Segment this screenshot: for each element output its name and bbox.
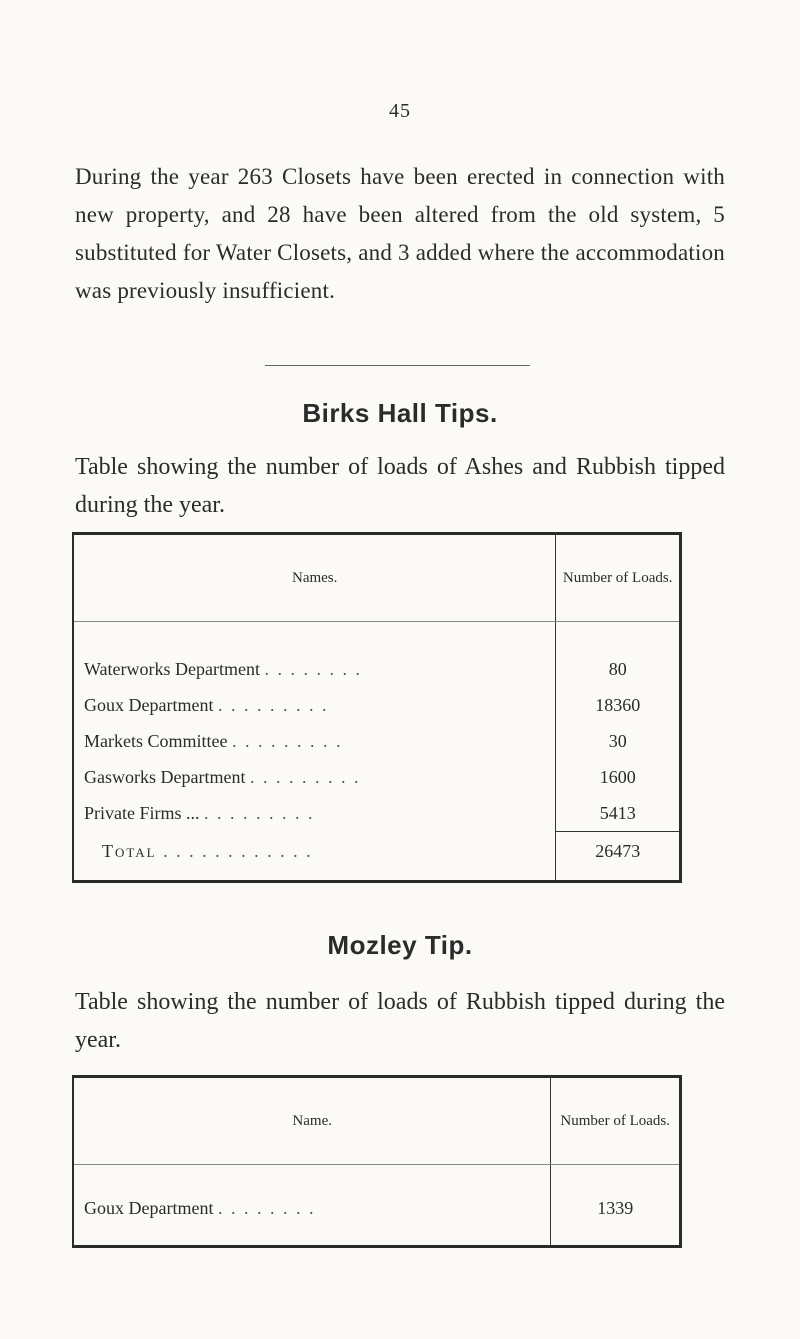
page-number: 45 xyxy=(389,100,411,122)
table-row xyxy=(73,652,681,688)
row-name: Goux Department xyxy=(84,1198,214,1218)
row-name: Goux Department xyxy=(84,695,214,715)
dot-leader: . . . . . . . . . . . . xyxy=(163,841,313,861)
row-loads: 1339 xyxy=(597,1198,634,1218)
row-loads: 5413 xyxy=(599,802,636,823)
table-row xyxy=(73,1191,681,1227)
total-row xyxy=(73,832,681,872)
row-name: Markets Committee xyxy=(84,731,228,751)
table-row xyxy=(73,796,681,832)
mozley-tip-title: Mozley Tip. xyxy=(327,930,473,960)
table-row xyxy=(73,760,681,796)
name-header: Name. xyxy=(73,1077,551,1165)
birks-hall-caption: Table showing the number of loads of Ashes and Rubbish tipped during the year. xyxy=(75,454,725,518)
row-loads: 18360 xyxy=(595,695,641,715)
dot-leader: . . . . . . . . . xyxy=(217,695,329,715)
dot-leader: . . . . . . . . xyxy=(264,659,362,679)
loads-header: Number of Loads. xyxy=(551,1077,681,1165)
dot-leader: . . . . . . . . . xyxy=(249,767,361,787)
table-row xyxy=(73,688,681,724)
mozley-tip-caption: Table showing the number of loads of Rubbish tipped during the year. xyxy=(75,989,725,1053)
table-row xyxy=(73,724,681,760)
birks-hall-table xyxy=(72,532,682,883)
row-name: Gasworks Department xyxy=(84,767,246,787)
dot-leader: . . . . . . . . xyxy=(217,1198,316,1218)
section-divider xyxy=(265,365,530,366)
row-name: Waterworks Department xyxy=(84,659,260,679)
birks-hall-title: Birks Hall Tips. xyxy=(302,398,498,428)
row-loads: 30 xyxy=(608,731,627,751)
dot-leader: . . . . . . . . . xyxy=(204,803,315,823)
loads-header: Number of Loads. xyxy=(556,534,681,622)
row-loads: 1600 xyxy=(599,767,636,787)
closets-paragraph: During the year 263 Closets have been erected in connection with new property, and 28 have been altered from the old system, 5 substituted for Water Closets, and 3 added where the accommodation was previously insufficient. xyxy=(75,164,725,303)
row-loads: 80 xyxy=(608,659,627,679)
dot-leader: . . . . . . . . . xyxy=(231,731,343,751)
names-header: Names. xyxy=(73,534,556,622)
total-loads: 26473 xyxy=(556,832,681,872)
total-label: Total xyxy=(102,841,157,861)
row-name: Private Firms ... xyxy=(84,803,200,823)
mozley-tip-table xyxy=(72,1075,682,1248)
